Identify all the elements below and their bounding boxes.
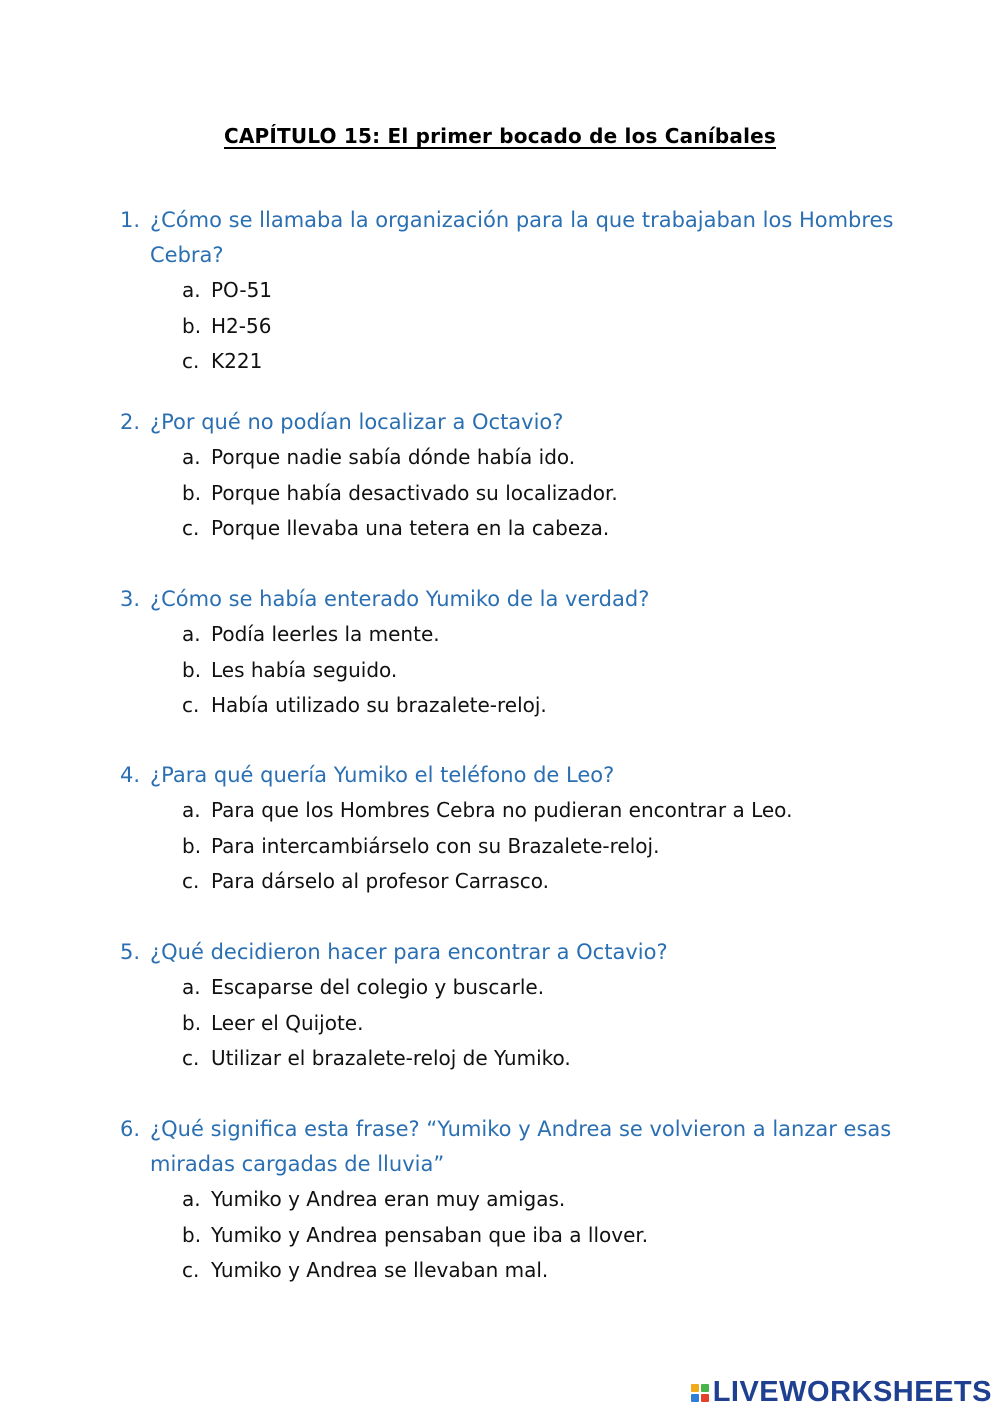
question-label: ¿Qué decidieron hacer para encontrar a Octavio? — [150, 940, 668, 964]
option-letter: c. — [182, 349, 200, 373]
question-number: 6. — [120, 1117, 141, 1141]
question-number: 4. — [120, 763, 141, 787]
option-text: Porque nadie sabía dónde había ido. — [211, 445, 576, 469]
option-b[interactable] — [120, 476, 920, 512]
option-text: Utilizar el brazalete-reloj de Yumiko. — [211, 1046, 571, 1070]
option-letter: b. — [182, 657, 202, 682]
question-label: ¿Qué significa esta frase? “Yumiko y Andrea se volvieron a lanzar esas miradas cargadas de lluvia” — [150, 1117, 892, 1176]
question-2 — [120, 405, 920, 547]
option-letter: a. — [182, 622, 201, 646]
logo-text: LIVEWORKSHEETS — [712, 1376, 992, 1408]
option-text: Porque llevaba una tetera en la cabeza. — [211, 516, 610, 540]
options-list — [120, 440, 920, 547]
question-text — [120, 1112, 920, 1182]
option-b[interactable] — [120, 1218, 920, 1254]
question-text — [120, 203, 920, 273]
option-a[interactable] — [120, 970, 920, 1006]
option-text: PO-51 — [211, 278, 273, 302]
option-letter: b. — [182, 480, 202, 505]
option-text: K221 — [211, 349, 263, 373]
option-text: Para dárselo al profesor Carrasco. — [211, 869, 549, 893]
option-text: Les había seguido. — [211, 657, 398, 682]
option-text: Podía leerles la mente. — [211, 622, 440, 646]
option-text: Yumiko y Andrea eran muy amigas. — [211, 1187, 566, 1211]
question-number: 2. — [120, 410, 141, 434]
option-letter: b. — [182, 833, 202, 858]
logo-square-blue — [691, 1394, 699, 1402]
question-text — [120, 582, 920, 617]
option-c[interactable] — [120, 511, 920, 547]
option-c[interactable] — [120, 864, 920, 900]
option-letter: a. — [182, 1187, 201, 1211]
option-b[interactable] — [120, 829, 920, 865]
option-b[interactable] — [120, 653, 920, 689]
options-list — [120, 617, 920, 724]
option-text: Leer el Quijote. — [211, 1010, 364, 1035]
liveworksheets-logo — [691, 1376, 992, 1409]
question-text — [120, 405, 920, 440]
options-list — [120, 970, 920, 1077]
question-label: ¿Cómo se había enterado Yumiko de la verdad? — [150, 587, 650, 611]
option-text: Para intercambiárselo con su Brazalete-reloj. — [211, 833, 660, 858]
option-a[interactable] — [120, 440, 920, 476]
logo-square-red — [701, 1394, 709, 1402]
option-a[interactable] — [120, 793, 920, 829]
option-c[interactable] — [120, 1041, 920, 1077]
question-number: 5. — [120, 940, 141, 964]
option-text: Yumiko y Andrea pensaban que iba a llover. — [211, 1222, 649, 1247]
option-letter: a. — [182, 975, 201, 999]
option-a[interactable] — [120, 273, 920, 309]
question-4 — [120, 758, 920, 900]
option-letter: a. — [182, 445, 201, 469]
question-number: 3. — [120, 587, 141, 611]
option-c[interactable] — [120, 688, 920, 724]
option-letter: c. — [182, 693, 200, 717]
option-letter: c. — [182, 516, 200, 540]
option-a[interactable] — [120, 1182, 920, 1218]
option-letter: b. — [182, 313, 202, 338]
page-title: CAPÍTULO 15: El primer bocado de los Caníbales — [223, 124, 776, 148]
option-text: Yumiko y Andrea se llevaban mal. — [211, 1258, 549, 1282]
question-3 — [120, 582, 920, 724]
option-letter: a. — [182, 798, 201, 822]
option-letter: c. — [182, 869, 200, 893]
option-text: Escaparse del colegio y buscarle. — [211, 975, 545, 999]
logo-square-green — [701, 1384, 709, 1392]
option-text: Para que los Hombres Cebra no pudieran encontrar a Leo. — [211, 798, 793, 822]
option-b[interactable] — [120, 1006, 920, 1042]
question-label: ¿Cómo se llamaba la organización para la que trabajaban los Hombres Cebra? — [150, 208, 894, 267]
question-1 — [120, 203, 920, 380]
options-list — [120, 1182, 920, 1289]
question-text — [120, 758, 920, 793]
options-list — [120, 793, 920, 900]
question-6 — [120, 1112, 920, 1289]
option-text: Porque había desactivado su localizador. — [211, 480, 618, 505]
option-text: Había utilizado su brazalete-reloj. — [211, 693, 547, 717]
option-letter: b. — [182, 1222, 202, 1247]
question-text — [120, 935, 920, 970]
question-5 — [120, 935, 920, 1077]
option-c[interactable] — [120, 1253, 920, 1289]
question-label: ¿Por qué no podían localizar a Octavio? — [150, 410, 564, 434]
logo-badge-icon — [691, 1384, 709, 1402]
question-number: 1. — [120, 208, 141, 232]
option-c[interactable] — [120, 344, 920, 380]
option-letter: b. — [182, 1010, 202, 1035]
option-letter: a. — [182, 278, 201, 302]
option-b[interactable] — [120, 309, 920, 345]
option-letter: c. — [182, 1258, 200, 1282]
option-a[interactable] — [120, 617, 920, 653]
options-list — [120, 273, 920, 380]
question-label: ¿Para qué quería Yumiko el teléfono de Leo? — [150, 763, 615, 787]
option-text: H2-56 — [211, 313, 272, 338]
logo-square-yellow — [691, 1384, 699, 1392]
option-letter: c. — [182, 1046, 200, 1070]
